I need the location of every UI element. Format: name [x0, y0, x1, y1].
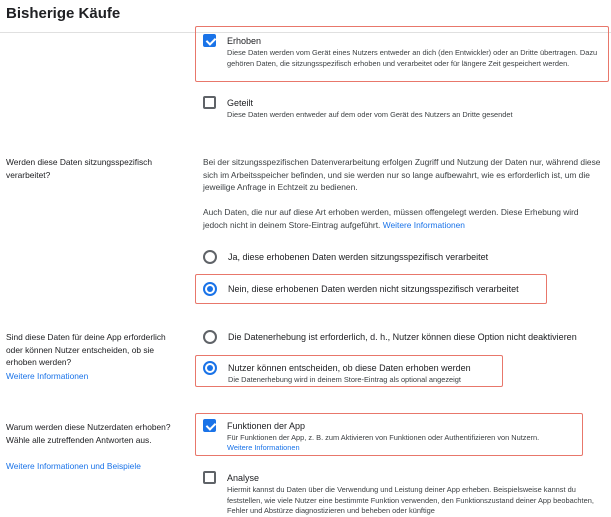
shared-checkbox[interactable]: [203, 96, 216, 109]
collected-description: Diese Daten werden vom Gerät eines Nutzers entweder an dich (den Entwickler) oder an Dritte übertragen. Dazu gehören Daten, die sitzungsspezifisch erhoben und verarbeitet oder für längere Zeit gespeichert werden.: [227, 48, 598, 68]
ephemeral-explanation: Bei der sitzungsspezifischen Datenverarbeitung erfolgen Zugriff und Nutzung der Daten nur, während diese sich im Arbeitsspeicher befinden, und sie werden nur so lange aufbewahrt, wie es erforderlich ist, um die jeweilige Anfrage in Echtzeit zu bedienen.: [203, 157, 601, 192]
ephemeral-note: [203, 206, 605, 231]
shared-description: Diese Daten werden entweder auf dem oder vom Gerät des Nutzers an Dritte gesendet: [227, 110, 513, 119]
ephemeral-note-text: Auch Daten, die nur auf diese Art erhoben werden, müssen offengelegt werden. Diese Erhebung wird jedoch nicht in deinem Store-Eintrag aufgeführt.: [203, 207, 579, 230]
ephemeral-yes-radio[interactable]: [203, 250, 217, 264]
required-more-info-link[interactable]: Weitere Informationen: [6, 371, 89, 381]
required-radio[interactable]: [203, 330, 217, 344]
required-question: Sind diese Daten für deine App erforderlich oder können Nutzer entscheiden, ob sie erhoben werden?: [6, 332, 166, 367]
collected-checkbox[interactable]: [203, 34, 216, 47]
ephemeral-no-radio[interactable]: [203, 282, 217, 296]
analytics-description: Hiermit kannst du Daten über die Verwendung und Leistung deiner App erheben. Beispielsweise kannst du feststellen, wie viele Nutzer eine bestimmte Funktion verwenden, den Funktionszustand deiner App beobachten, Fehler und Abstürze diagnostizieren und beheben oder künftige: [227, 485, 594, 515]
ephemeral-no-label: Nein, diese erhobenen Daten werden nicht sitzungsspezifisch verarbeitet: [228, 284, 519, 294]
page-title: Bisherige Käufe: [6, 5, 121, 22]
required-label: Die Datenerhebung ist erforderlich, d. h., Nutzer können diese Option nicht deaktivieren: [228, 332, 577, 342]
app-functionality-description: Für Funktionen der App, z. B. zum Aktivieren von Funktionen oder Authentifizieren von Nutzern.: [227, 433, 540, 442]
shared-label: Geteilt: [227, 98, 254, 108]
analytics-label: Analyse: [227, 473, 260, 483]
purposes-more-info-link[interactable]: Weitere Informationen und Beispiele: [6, 461, 141, 471]
optional-radio[interactable]: [203, 361, 217, 375]
ephemeral-more-info-link[interactable]: Weitere Informationen: [382, 219, 465, 230]
app-functionality-more-info-link[interactable]: Weitere Informationen: [227, 443, 300, 452]
app-functionality-checkbox[interactable]: [203, 419, 216, 432]
optional-description: Die Datenerhebung wird in deinem Store-Eintrag als optional angezeigt: [228, 375, 461, 384]
optional-label: Nutzer können entscheiden, ob diese Daten erhoben werden: [228, 363, 471, 373]
analytics-checkbox[interactable]: [203, 471, 216, 484]
collected-label: Erhoben: [227, 36, 262, 46]
purposes-question: Warum werden diese Nutzerdaten erhoben? Wähle alle zutreffenden Antworten aus.: [6, 422, 171, 445]
ephemeral-question: Werden diese Daten sitzungsspezifisch verarbeitet?: [6, 157, 153, 180]
ephemeral-yes-label: Ja, diese erhobenen Daten werden sitzungsspezifisch verarbeitet: [228, 252, 489, 262]
app-functionality-label: Funktionen der App: [227, 421, 306, 431]
